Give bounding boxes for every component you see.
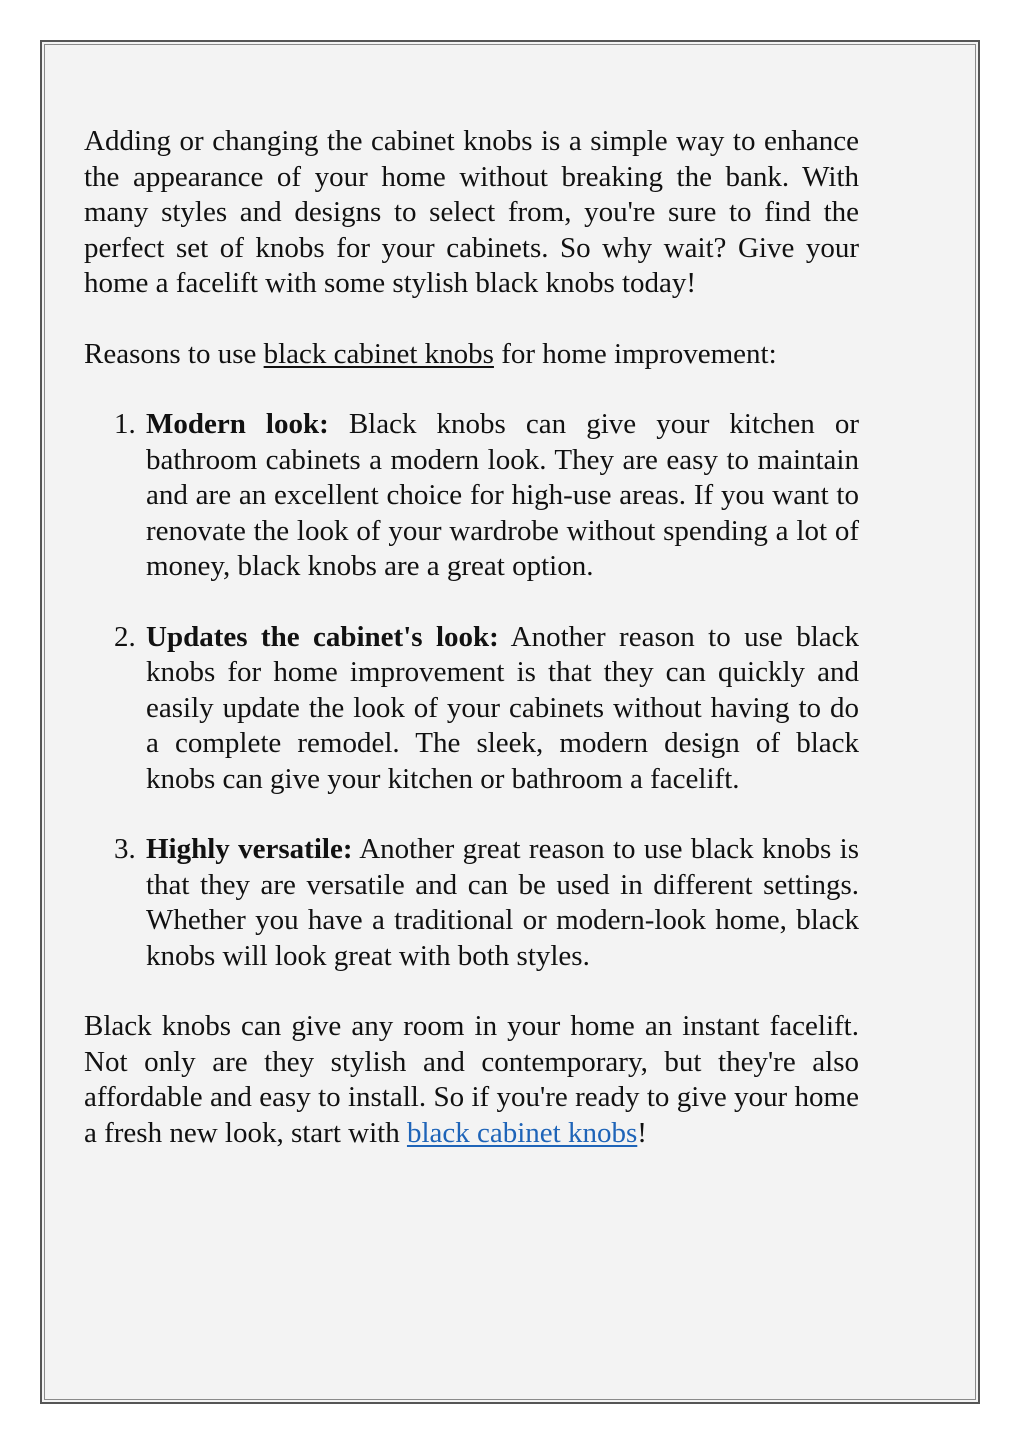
closing-text: Black knobs can give any room in your home an instant facelift. Not only are they stylish and contemporary, but they're also affordable and easy to install. So if you're ready to give your home a fresh new look, start with: [84, 1010, 859, 1149]
reasons-heading: [84, 337, 859, 373]
document-body: [84, 124, 859, 1151]
black-cabinet-knobs-closing-link[interactable]: black cabinet knobs: [406, 1116, 638, 1149]
reasons-list: [84, 407, 859, 974]
list-item-text: Another reason to use black knobs for home improvement is that they can quickly and easily update the look of your cabinets without having to do a complete remodel. The sleek, modern design of black knobs can give your kitchen or bathroom a facelift.: [146, 620, 859, 795]
reasons-heading-prefix: Reasons to use: [84, 337, 264, 370]
reasons-heading-suffix: for home improvement:: [493, 337, 777, 370]
list-item-text: Another great reason to use black knobs is that they are versatile and can be used in different settings. Whether you have a traditional or modern-look home, black knobs will look great with both styles.: [146, 833, 859, 972]
list-item: [84, 620, 859, 798]
list-item-number: 2.: [114, 620, 136, 653]
list-item: [84, 832, 859, 974]
list-item-number: 1.: [114, 408, 136, 440]
black-cabinet-knobs-link[interactable]: black cabinet knobs: [263, 337, 494, 370]
list-item-number: 3.: [114, 833, 136, 865]
list-item: [84, 407, 859, 585]
intro-paragraph: [84, 124, 859, 302]
intro-text: Adding or changing the cabinet knobs is a simple way to enhance the appearance of your home without breaking the bank. With many styles and designs to select from, you're sure to find the perfect set of knobs for your cabinets. So why wait? Give your home a facelift with some stylish black knobs today!: [84, 125, 859, 299]
closing-paragraph: [84, 1009, 859, 1151]
list-item-title: Modern look:: [146, 408, 329, 440]
closing-suffix: !: [637, 1116, 647, 1149]
list-item-text: Black knobs can give your kitchen or bathroom cabinets a modern look. They are easy to maintain and are an excellent choice for high-use areas. If you want to renovate the look of your wardrobe without spending a lot of money, black knobs are a great option.: [146, 408, 859, 582]
list-item-title: Highly versatile:: [146, 833, 353, 865]
list-item-title: Updates the cabinet's look:: [146, 620, 499, 653]
